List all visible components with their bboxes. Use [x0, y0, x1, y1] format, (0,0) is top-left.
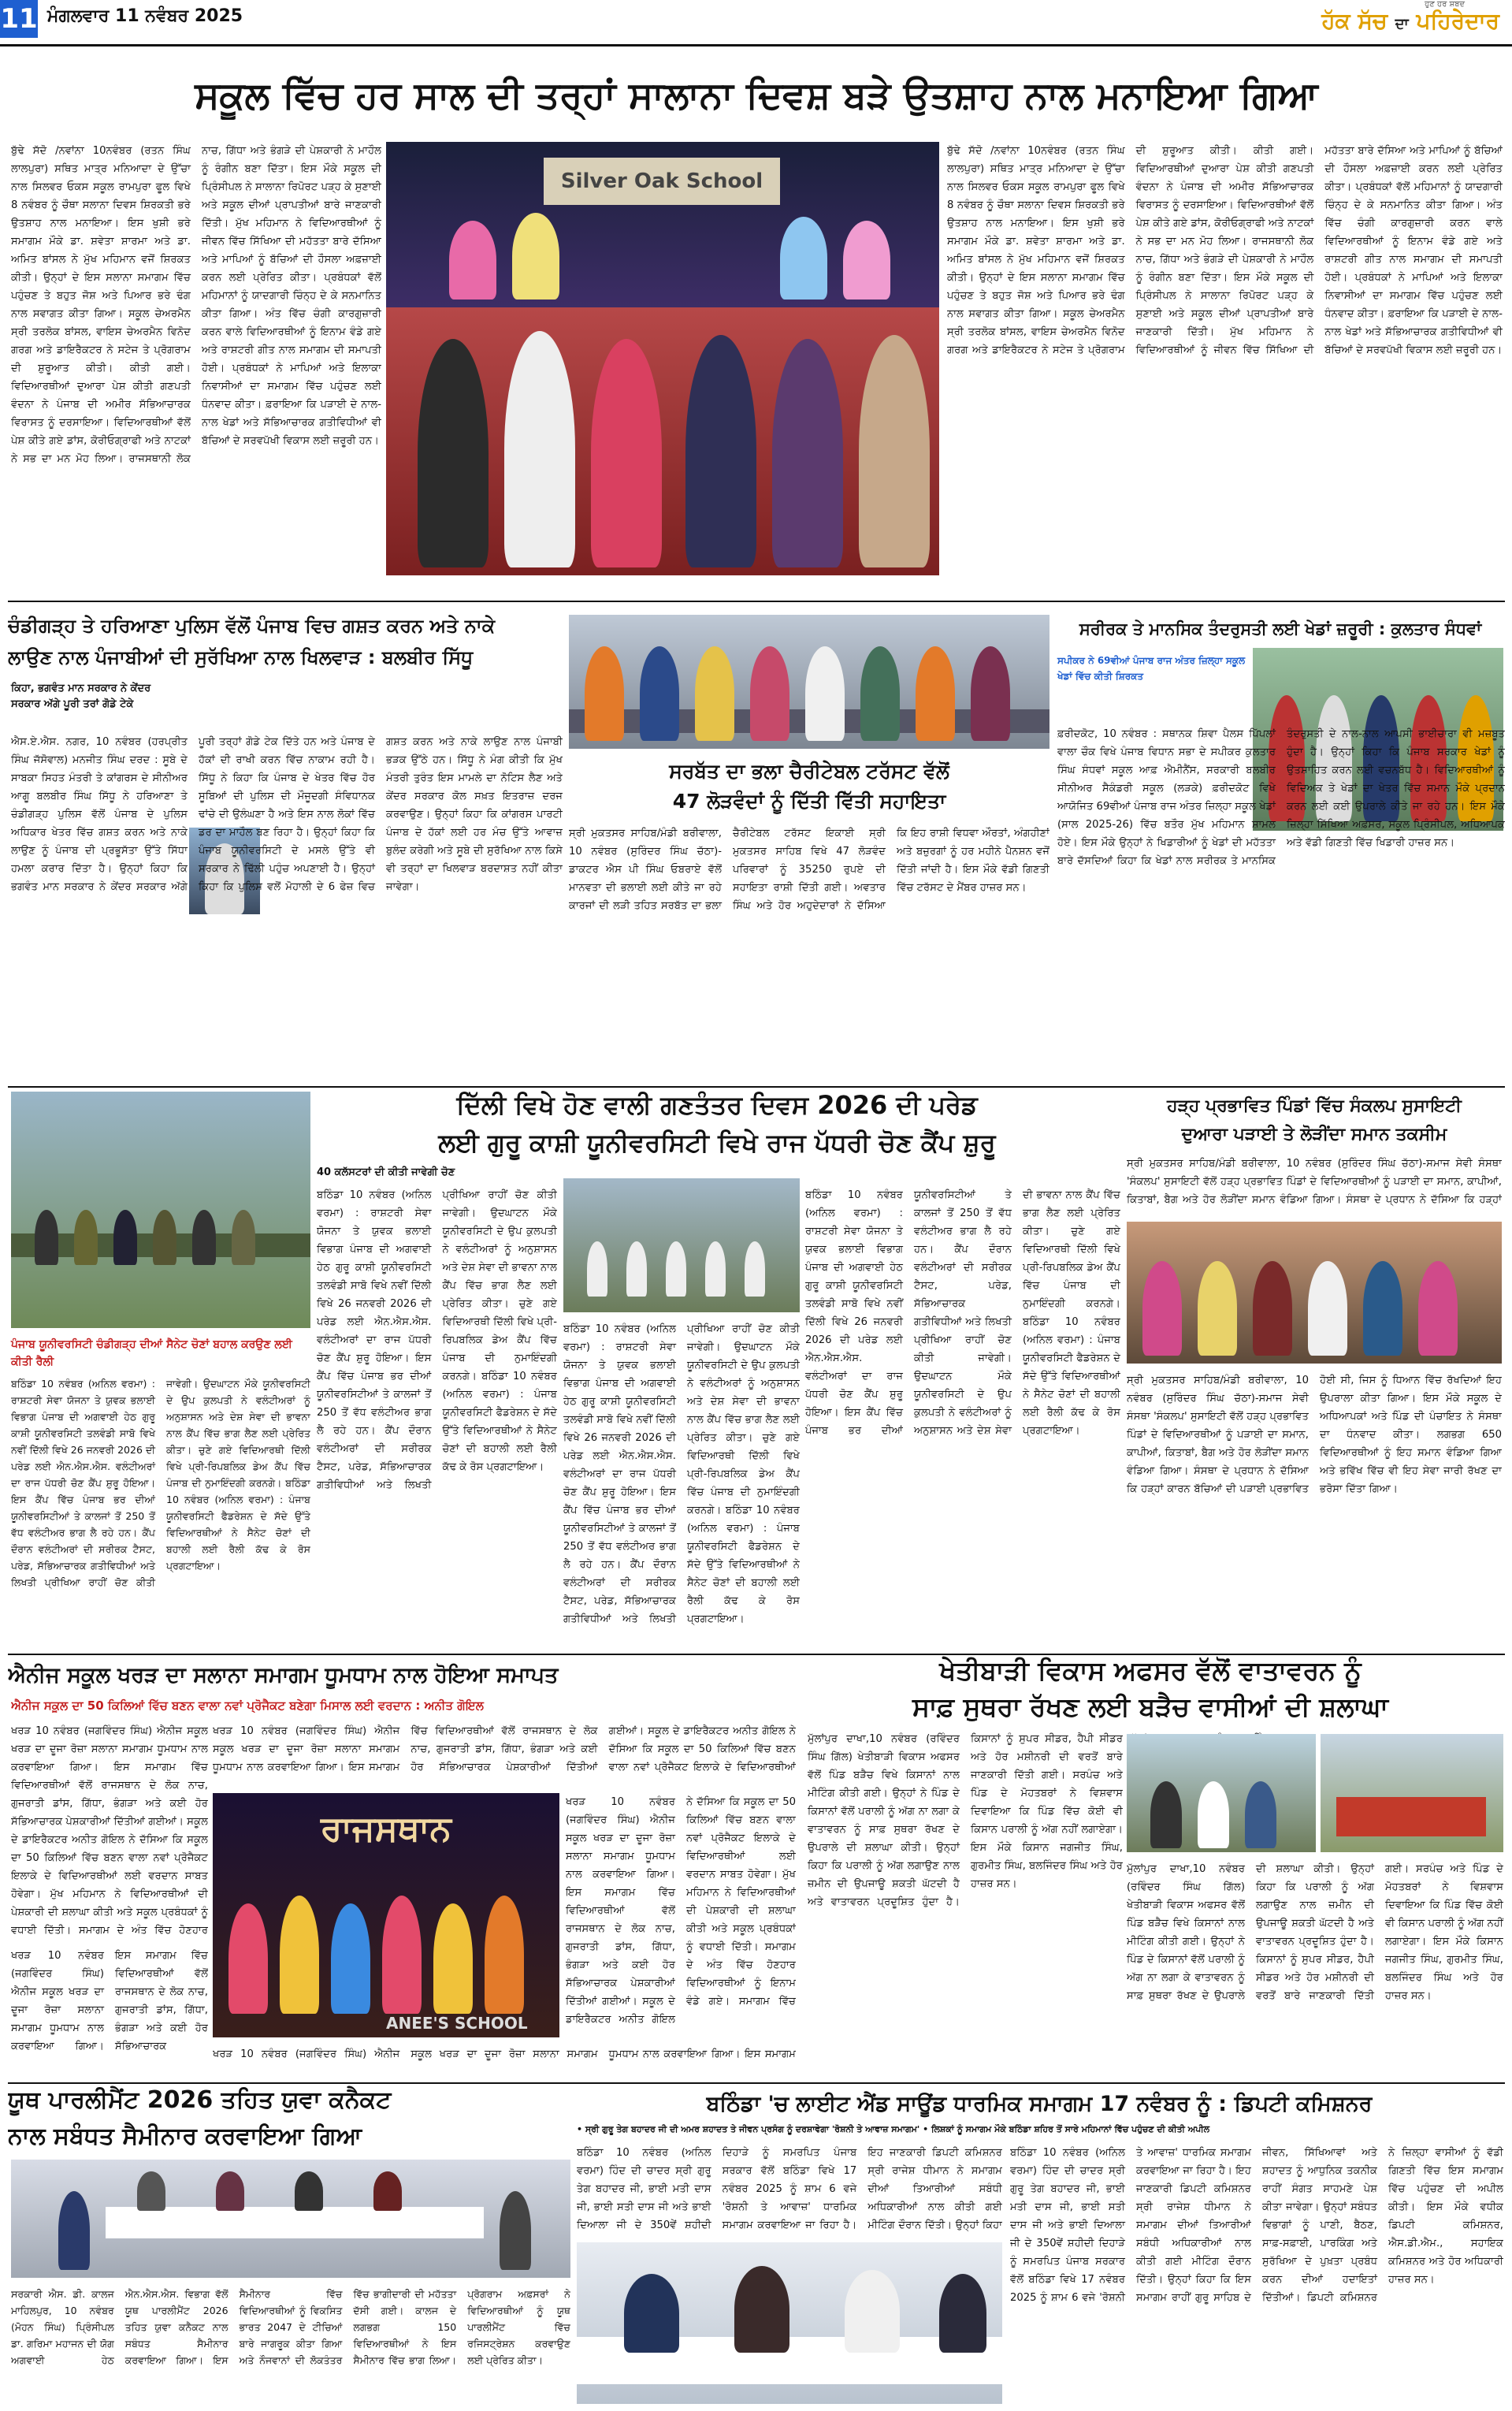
stage-backdrop-text: ਰਾਜਸਥਾਨ: [321, 1809, 451, 1849]
story4-headline: ਸਰੀਰਕ ਤੇ ਮਾਨਸਿਕ ਤੰਦਰੁਸਤੀ ਲਈ ਖੇਡਾਂ ਜ਼ਰੂਰੀ : ਕੁਲਤਾਰ ਸੰਧਵਾਂ: [1079, 619, 1482, 638]
story5-rally-photo: [11, 1092, 310, 1328]
brand-part-3: ਪਹਿਰੇਦਾਰ: [1416, 8, 1499, 34]
story3-photo: [569, 615, 1049, 749]
story6-photo: [1127, 1222, 1502, 1364]
story10-kicker: • ਸ੍ਰੀ ਗੁਰੂ ਤੇਗ ਬਹਾਦਰ ਜੀ ਦੀ ਅਮਰ ਸ਼ਹਾਦਤ ਤੇ ਜੀਵਨ ਪ੍ਰਸੰਗ ਨੂੰ ਦਰਸ਼ਾਵੇਗਾ 'ਰੋਸ਼ਨੀ ਤੇ ਆਵਾਜ਼ ਸਮਾਗਮ' • ਲਿਸ਼ਕਾਂ ਨੂੰ ਸਮਾਗਮ ਮੌਕੇ ਬਠਿੰਡਾ ਸ਼ਹਿਰ ਤੋਂ ਸਾਰੇ ਮਹਿਮਾਨਾਂ ਵਿੱਚ ਪਹੁੰਚਣ ਦੀ ਕੀਤੀ ਅਪੀਲ: [577, 2124, 1210, 2134]
issue-date: ਮੰਗਲਵਾਰ 11 ਨਵੰਬਰ 2025: [47, 6, 243, 26]
story8-photo-1: [1127, 1734, 1316, 1852]
story8-photo-2: [1321, 1734, 1503, 1852]
story1-body-right: ਬੁੱਢੇ ਸੱਦੋ /ਨਵਾਂਨਾ 10ਨਵੰਬਰ (ਰਤਨ ਸਿੰਘ ਲਾਲਪੁਰਾ) ਸਥਿਤ ਮਾਤ੍ਰ ਮਨਿਆਦਾ ਦੇ ਉੱਚਾ ਨਾਲ ਸਿਲਵਰ ਓਕਸ ਸਕੂਲ ਰਾਮਪੁਰਾ ਫੂਲ ਵਿਖੇ 8 ਨਵੰਬਰ ਨੂੰ ਚੌਥਾ ਸਲਾਨਾ ਦਿਵਸ ਸ਼ਿਰਕਤੀ ਭਰੇ ਉਤਸ਼ਾਹ ਨਾਲ ਮਨਾਇਆ। ਇਸ ਖੁਸ਼ੀ ਭਰੇ ਸਮਾਗਮ ਮੌਕੇ ਡਾ. ਸ਼ਵੇਤਾ ਸ਼ਾਰਮਾ ਅਤੇ ਡਾ. ਅਮਿਤ ਬਾਂਸਲ ਨੇ ਮੁੱਖ ਮਹਿਮਾਨ ਵਜੋਂ ਸ਼ਿਰਕਤ ਕੀਤੀ। ਉਨ੍ਹਾਂ ਦੇ ਇਸ ਸਲਾਨਾ ਸਮਾਗਮ ਵਿੱਚ ਪਹੁੰਚਣ ਤੇ ਬਹੁਤ ਜੋਸ਼ ਅਤੇ ਪਿਆਰ ਭਰੇ ਢੰਗ ਨਾਲ ਸਵਾਗਤ ਕੀਤਾ ਗਿਆ। ਸਕੂਲ ਚੇਅਰਮੈਨ ਸ੍ਰੀ ਤਰਲੋਕ ਬਾਂਸਲ, ਵਾਇਸ ਚੇਅਰਮੈਨ ਵਿਨੋਦ ਗਰਗ ਅਤੇ ਡਾਇਰੈਕਟਰ ਨੇ ਸਟੇਜ ਤੇ ਪ੍ਰੋਗਰਾਮ ਦੀ ਸ਼ੁਰੂਆਤ ਕੀਤੀ। ਕੀਤੀ ਗਈ। ਵਿਦਿਆਰਥੀਆਂ ਦੁਆਰਾ ਪੇਸ਼ ਕੀਤੀ ਗਣਪਤੀ ਵੰਦਨਾ ਨੇ ਪੰਜਾਬ ਦੀ ਅਮੀਰ ਸੱਭਿਆਚਾਰਕ ਵਿਰਾਸਤ ਨੂੰ ਦਰਸਾਇਆ। ਵਿਦਿਆਰਥੀਆਂ ਵੱਲੋਂ ਪੇਸ਼ ਕੀਤੇ ਗਏ ਡਾਂਸ, ਕੋਰੀਓਗ੍ਰਾਫੀ ਅਤੇ ਨਾਟਕਾਂ ਨੇ ਸਭ ਦਾ ਮਨ ਮੋਹ ਲਿਆ। ਰਾਜਸਥਾਨੀ ਲੋਕ ਨਾਚ, ਗਿੱਧਾ ਅਤੇ ਭੰਗੜੇ ਦੀ ਪੇਸ਼ਕਾਰੀ ਨੇ ਮਾਹੌਲ ਨੂੰ ਰੰਗੀਨ ਬਣਾ ਦਿੱਤਾ। ਇਸ ਮੌਕੇ ਸਕੂਲ ਦੀ ਪ੍ਰਿੰਸੀਪਲ ਨੇ ਸਾਲਾਨਾ ਰਿਪੋਰਟ ਪੜ੍ਹ ਕੇ ਸੁਣਾਈ ਅਤੇ ਸਕੂਲ ਦੀਆਂ ਪ੍ਰਾਪਤੀਆਂ ਬਾਰੇ ਜਾਣਕਾਰੀ ਦਿੱਤੀ। ਮੁੱਖ ਮਹਿਮਾਨ ਨੇ ਵਿਦਿਆਰਥੀਆਂ ਨੂੰ ਜੀਵਨ ਵਿੱਚ ਸਿੱਖਿਆ ਦੀ ਮਹੱਤਤਾ ਬਾਰੇ ਦੱਸਿਆ ਅਤੇ ਮਾਪਿਆਂ ਨੂੰ ਬੱਚਿਆਂ ਦੀ ਹੌਸਲਾ ਅਫ਼ਜ਼ਾਈ ਕਰਨ ਲਈ ਪ੍ਰੇਰਿਤ ਕੀਤਾ। ਪ੍ਰਬੰਧਕਾਂ ਵੱਲੋਂ ਮਹਿਮਾਨਾਂ ਨੂੰ ਯਾਦਗਾਰੀ ਚਿੰਨ੍ਹ ਦੇ ਕੇ ਸਨਮਾਨਿਤ ਕੀਤਾ ਗਿਆ। ਅੰਤ ਵਿੱਚ ਚੰਗੀ ਕਾਰਗੁਜ਼ਾਰੀ ਕਰਨ ਵਾਲੇ ਵਿਦਿਆਰਥੀਆਂ ਨੂੰ ਇਨਾਮ ਵੰਡੇ ਗਏ ਅਤੇ ਰਾਸ਼ਟਰੀ ਗੀਤ ਨਾਲ ਸਮਾਗਮ ਦੀ ਸਮਾਪਤੀ ਹੋਈ। ਪ੍ਰਬੰਧਕਾਂ ਨੇ ਮਾਪਿਆਂ ਅਤੇ ਇਲਾਕਾ ਨਿਵਾਸੀਆਂ ਦਾ ਸਮਾਗਮ ਵਿੱਚ ਪਹੁੰਚਣ ਲਈ ਧੰਨਵਾਦ ਕੀਤਾ। ਫ਼ਰਾਇਆ ਕਿ ਪੜਾਈ ਦੇ ਨਾਲ-ਨਾਲ ਖੇਡਾਂ ਅਤੇ ਸੱਭਿਆਚਾਰਕ ਗਤੀਵਿਧੀਆਂ ਵੀ ਬੱਚਿਆਂ ਦੇ ਸਰਵਪੱਖੀ ਵਿਕਾਸ ਲਈ ਜ਼ਰੂਰੀ ਹਨ।: [947, 145, 1503, 356]
story4-kicker: ਸਪੀਕਰ ਨੇ 69ਵੀਆਂ ਪੰਜਾਬ ਰਾਜ ਅੰਤਰ ਜ਼ਿਲ੍ਹਾ ਸਕੂਲ ਖੇਡਾਂ ਵਿੱਚ ਕੀਤੀ ਸ਼ਿਰਕਤ: [1057, 655, 1246, 682]
story5-rally-body: ਬਠਿੰਡਾ 10 ਨਵੰਬਰ (ਅਨਿਲ ਵਰਮਾ) : ਰਾਸ਼ਟਰੀ ਸੇਵਾ ਯੋਜਨਾ ਤੇ ਯੁਵਕ ਭਲਾਈ ਵਿਭਾਗ ਪੰਜਾਬ ਦੀ ਅਗਵਾਈ ਹੇਠ ਗੁਰੂ ਕਾਸ਼ੀ ਯੂਨੀਵਰਸਿਟੀ ਤਲਵੰਡੀ ਸਾਬੋ ਵਿਖੇ ਨਵੀਂ ਦਿੱਲੀ ਵਿਖੇ 26 ਜਨਵਰੀ 2026 ਦੀ ਪਰੇਡ ਲਈ ਐਨ.ਐਸ.ਐਸ. ਵਲੰਟੀਅਰਾਂ ਦਾ ਰਾਜ ਪੱਧਰੀ ਚੋਣ ਕੈਂਪ ਸ਼ੁਰੂ ਹੋਇਆ। ਇਸ ਕੈਂਪ ਵਿੱਚ ਪੰਜਾਬ ਭਰ ਦੀਆਂ ਯੂਨੀਵਰਸਿਟੀਆਂ ਤੇ ਕਾਲਜਾਂ ਤੋਂ 250 ਤੋਂ ਵੱਧ ਵਲੰਟੀਅਰ ਭਾਗ ਲੈ ਰਹੇ ਹਨ। ਕੈਂਪ ਦੌਰਾਨ ਵਲੰਟੀਅਰਾਂ ਦੀ ਸਰੀਰਕ ਟੈਸਟ, ਪਰੇਡ, ਸੱਭਿਆਚਾਰਕ ਗਤੀਵਿਧੀਆਂ ਅਤੇ ਲਿਖਤੀ ਪ੍ਰੀਖਿਆ ਰਾਹੀਂ ਚੋਣ ਕੀਤੀ ਜਾਵੇਗੀ। ਉਦਘਾਟਨ ਮੌਕੇ ਯੂਨੀਵਰਸਿਟੀ ਦੇ ਉਪ ਕੁਲਪਤੀ ਨੇ ਵਲੰਟੀਅਰਾਂ ਨੂੰ ਅਨੁਸ਼ਾਸਨ ਅਤੇ ਦੇਸ਼ ਸੇਵਾ ਦੀ ਭਾਵਨਾ ਨਾਲ ਕੈਂਪ ਵਿੱਚ ਭਾਗ ਲੈਣ ਲਈ ਪ੍ਰੇਰਿਤ ਕੀਤਾ। ਚੁਣੇ ਗਏ ਵਿਦਿਆਰਥੀ ਦਿੱਲੀ ਵਿਖੇ ਪ੍ਰੀ-ਰਿਪਬਲਿਕ ਡੇਅ ਕੈਂਪ ਵਿੱਚ ਪੰਜਾਬ ਦੀ ਨੁਮਾਇੰਦਗੀ ਕਰਨਗੇ। ਬਠਿੰਡਾ 10 ਨਵੰਬਰ (ਅਨਿਲ ਵਰਮਾ) : ਪੰਜਾਬ ਯੂਨੀਵਰਸਿਟੀ ਫੈਡਰੇਸ਼ਨ ਦੇ ਸੱਦੇ ਉੱਤੇ ਵਿਦਿਆਰਥੀਆਂ ਨੇ ਸੈਨੇਟ ਚੋਣਾਂ ਦੀ ਬਹਾਲੀ ਲਈ ਰੈਲੀ ਕੱਢ ਕੇ ਰੋਸ ਪ੍ਰਗਟਾਇਆ।: [11, 1378, 310, 1588]
story2-body: ਐਸ.ਏ.ਐਸ. ਨਗਰ, 10 ਨਵੰਬਰ (ਹਰਪ੍ਰੀਤ ਸਿੰਘ ਜੱਸੋਵਾਲ) ਮਨਜੀਤ ਸਿੰਘ ਦਰਦ : ਸੂਬੇ ਦੇ ਸਾਬਕਾ ਸਿਹਤ ਮੰਤਰੀ ਤੇ ਕਾਂਗਰਸ ਦੇ ਸੀਨੀਅਰ ਆਗੂ ਬਲਬੀਰ ਸਿੰਘ ਸਿੱਧੂ ਨੇ ਹਰਿਆਣਾ ਤੇ ਚੰਡੀਗੜ੍ਹ ਪੁਲਿਸ ਵੱਲੋਂ ਪੰਜਾਬ ਦੇ ਪੁਲਿਸ ਅਧਿਕਾਰ ਖੇਤਰ ਵਿੱਚ ਗਸ਼ਤ ਕਰਨ ਅਤੇ ਨਾਕੇ ਲਾਉਣ ਨੂੰ ਪੰਜਾਬ ਦੀ ਪ੍ਰਭੂਸੱਤਾ ਉੱਤੇ ਸਿੱਧਾ ਹਮਲਾ ਕਰਾਰ ਦਿੱਤਾ ਹੈ। ਉਨ੍ਹਾਂ ਕਿਹਾ ਕਿ ਭਗਵੰਤ ਮਾਨ ਸਰਕਾਰ ਨੇ ਕੇਂਦਰ ਸਰਕਾਰ ਅੱਗੇ ਪੂਰੀ ਤਰ੍ਹਾਂ ਗੋਡੇ ਟੇਕ ਦਿੱਤੇ ਹਨ ਅਤੇ ਪੰਜਾਬ ਦੇ ਹੱਕਾਂ ਦੀ ਰਾਖੀ ਕਰਨ ਵਿੱਚ ਨਾਕਾਮ ਰਹੀ ਹੈ। ਸਿੱਧੂ ਨੇ ਕਿਹਾ ਕਿ ਪੰਜਾਬ ਦੇ ਖੇਤਰ ਵਿੱਚ ਹੋਰ ਸੂਬਿਆਂ ਦੀ ਪੁਲਿਸ ਦੀ ਮੌਜੂਦਗੀ ਸੰਵਿਧਾਨਕ ਢਾਂਚੇ ਦੀ ਉਲੰਘਣਾ ਹੈ ਅਤੇ ਇਸ ਨਾਲ ਲੋਕਾਂ ਵਿੱਚ ਡਰ ਦਾ ਮਾਹੌਲ ਬਣ ਰਿਹਾ ਹੈ। ਉਨ੍ਹਾਂ ਕਿਹਾ ਕਿ ਪੰਜਾਬ ਯੂਨੀਵਰਸਿਟੀ ਦੇ ਮਸਲੇ ਉੱਤੇ ਵੀ ਸਰਕਾਰ ਨੇ ਢਿੱਲੀ ਪਹੁੰਚ ਅਪਣਾਈ ਹੈ। ਉਨ੍ਹਾਂ ਕਿਹਾ ਕਿ ਪੁਲਿਸ ਵਲੋਂ ਮੋਹਾਲੀ ਦੇ 6 ਫੇਜ਼ ਵਿਚ ਗਸ਼ਤ ਕਰਨ ਅਤੇ ਨਾਕੇ ਲਾਉਣ ਨਾਲ ਪੰਜਾਬੀ ਭੜਕ ਉੱਠੇ ਹਨ। ਸਿੱਧੂ ਨੇ ਮੰਗ ਕੀਤੀ ਕਿ ਮੁੱਖ ਮੰਤਰੀ ਤੁਰੰਤ ਇਸ ਮਾਮਲੇ ਦਾ ਨੋਟਿਸ ਲੈਣ ਅਤੇ ਕੇਂਦਰ ਸਰਕਾਰ ਕੋਲ ਸਖ਼ਤ ਇਤਰਾਜ਼ ਦਰਜ ਕਰਵਾਉਣ। ਉਨ੍ਹਾਂ ਕਿਹਾ ਕਿ ਕਾਂਗਰਸ ਪਾਰਟੀ ਪੰਜਾਬ ਦੇ ਹੱਕਾਂ ਲਈ ਹਰ ਮੰਚ ਉੱਤੇ ਆਵਾਜ਼ ਬੁਲੰਦ ਕਰੇਗੀ ਅਤੇ ਸੂਬੇ ਦੀ ਸੁਰੱਖਿਆ ਨਾਲ ਕਿਸੇ ਵੀ ਤਰ੍ਹਾਂ ਦਾ ਖਿਲਵਾੜ ਬਰਦਾਸ਼ਤ ਨਹੀਂ ਕੀਤਾ ਜਾਵੇਗਾ।: [11, 736, 563, 893]
brand-part-2: ਦਾ: [1395, 16, 1409, 32]
page-number: 11: [0, 3, 38, 35]
brand-logo: [1321, 8, 1499, 35]
story7-kicker: ਐਨੀਜ ਸਕੂਲ ਦਾ 50 ਕਿਲਿਆਂ ਵਿੱਚ ਬਣਨ ਵਾਲਾ ਨਵਾਂ ਪ੍ਰੋਜੈਕਟ ਬਣੇਗਾ ਮਿਸਾਲ ਲਈ ਵਰਦਾਨ : ਅਨੀਤ ਗੋਇਲ: [11, 1698, 484, 1713]
story3-headline-1: ਸਰਬੱਤ ਦਾ ਭਲਾ ਚੈਰੀਟੇਬਲ ਟਰੱਸਟ ਵੱਲੋਂ: [669, 760, 949, 783]
story5-caption: ਪੰਜਾਬ ਯੂਨੀਵਰਸਿਟੀ ਚੰਡੀਗੜ੍ਹ ਦੀਆਂ ਸੈਨੇਟ ਚੋਣਾਂ ਬਹਾਲ ਕਰਉਣ ਲਈ ਕੀਤੀ ਰੈਲੀ: [11, 1338, 292, 1368]
story5-body-b: ਬਠਿੰਡਾ 10 ਨਵੰਬਰ (ਅਨਿਲ ਵਰਮਾ) : ਰਾਸ਼ਟਰੀ ਸੇਵਾ ਯੋਜਨਾ ਤੇ ਯੁਵਕ ਭਲਾਈ ਵਿਭਾਗ ਪੰਜਾਬ ਦੀ ਅਗਵਾਈ ਹੇਠ ਗੁਰੂ ਕਾਸ਼ੀ ਯੂਨੀਵਰਸਿਟੀ ਤਲਵੰਡੀ ਸਾਬੋ ਵਿਖੇ ਨਵੀਂ ਦਿੱਲੀ ਵਿਖੇ 26 ਜਨਵਰੀ 2026 ਦੀ ਪਰੇਡ ਲਈ ਐਨ.ਐਸ.ਐਸ. ਵਲੰਟੀਅਰਾਂ ਦਾ ਰਾਜ ਪੱਧਰੀ ਚੋਣ ਕੈਂਪ ਸ਼ੁਰੂ ਹੋਇਆ। ਇਸ ਕੈਂਪ ਵਿੱਚ ਪੰਜਾਬ ਭਰ ਦੀਆਂ ਯੂਨੀਵਰਸਿਟੀਆਂ ਤੇ ਕਾਲਜਾਂ ਤੋਂ 250 ਤੋਂ ਵੱਧ ਵਲੰਟੀਅਰ ਭਾਗ ਲੈ ਰਹੇ ਹਨ। ਕੈਂਪ ਦੌਰਾਨ ਵਲੰਟੀਅਰਾਂ ਦੀ ਸਰੀਰਕ ਟੈਸਟ, ਪਰੇਡ, ਸੱਭਿਆਚਾਰਕ ਗਤੀਵਿਧੀਆਂ ਅਤੇ ਲਿਖਤੀ ਪ੍ਰੀਖਿਆ ਰਾਹੀਂ ਚੋਣ ਕੀਤੀ ਜਾਵੇਗੀ। ਉਦਘਾਟਨ ਮੌਕੇ ਯੂਨੀਵਰਸਿਟੀ ਦੇ ਉਪ ਕੁਲਪਤੀ ਨੇ ਵਲੰਟੀਅਰਾਂ ਨੂੰ ਅਨੁਸ਼ਾਸਨ ਅਤੇ ਦੇਸ਼ ਸੇਵਾ ਦੀ ਭਾਵਨਾ ਨਾਲ ਕੈਂਪ ਵਿੱਚ ਭਾਗ ਲੈਣ ਲਈ ਪ੍ਰੇਰਿਤ ਕੀਤਾ। ਚੁਣੇ ਗਏ ਵਿਦਿਆਰਥੀ ਦਿੱਲੀ ਵਿਖੇ ਪ੍ਰੀ-ਰਿਪਬਲਿਕ ਡੇਅ ਕੈਂਪ ਵਿੱਚ ਪੰਜਾਬ ਦੀ ਨੁਮਾਇੰਦਗੀ ਕਰਨਗੇ। ਬਠਿੰਡਾ 10 ਨਵੰਬਰ (ਅਨਿਲ ਵਰਮਾ) : ਪੰਜਾਬ ਯੂਨੀਵਰਸਿਟੀ ਫੈਡਰੇਸ਼ਨ ਦੇ ਸੱਦੇ ਉੱਤੇ ਵਿਦਿਆਰਥੀਆਂ ਨੇ ਸੈਨੇਟ ਚੋਣਾਂ ਦੀ ਬਹਾਲੀ ਲਈ ਰੈਲੀ ਕੱਢ ਕੇ ਰੋਸ ਪ੍ਰਗਟਾਇਆ।: [563, 1323, 800, 1625]
story7-photo: [213, 1793, 559, 2037]
story6-headline-2: ਦੁਆਰਾ ਪੜਾਈ ਤੇ ਲੋੜੀਂਦਾ ਸਮਾਨ ਤਕਸੀਮ: [1181, 1125, 1447, 1144]
story10-body-a: ਬਠਿੰਡਾ 10 ਨਵੰਬਰ (ਅਨਿਲ ਵਰਮਾ) ਹਿੰਦ ਦੀ ਚਾਦਰ ਸ੍ਰੀ ਗੁਰੂ ਤੇਗ ਬਹਾਦਰ ਜੀ, ਭਾਈ ਮਤੀ ਦਾਸ ਜੀ, ਭਾਈ ਸਤੀ ਦਾਸ ਜੀ ਅਤੇ ਭਾਈ ਦਿਆਲਾ ਜੀ ਦੇ 350ਵੇਂ ਸ਼ਹੀਦੀ ਦਿਹਾੜੇ ਨੂੰ ਸਮਰਪਿਤ ਪੰਜਾਬ ਸਰਕਾਰ ਵੱਲੋਂ ਬਠਿੰਡਾ ਵਿਖੇ 17 ਨਵੰਬਰ 2025 ਨੂੰ ਸ਼ਾਮ 6 ਵਜੇ 'ਰੋਸ਼ਨੀ ਤੇ ਆਵਾਜ਼' ਧਾਰਮਿਕ ਸਮਾਗਮ ਕਰਵਾਇਆ ਜਾ ਰਿਹਾ ਹੈ। ਇਹ ਜਾਣਕਾਰੀ ਡਿਪਟੀ ਕਮਿਸ਼ਨਰ ਸ੍ਰੀ ਰਾਜੇਸ਼ ਧੀਮਾਨ ਨੇ ਸਮਾਗਮ ਦੀਆਂ ਤਿਆਰੀਆਂ ਸਬੰਧੀ ਅਧਿਕਾਰੀਆਂ ਨਾਲ ਕੀਤੀ ਗਈ ਮੀਟਿੰਗ ਦੌਰਾਨ ਦਿੱਤੀ। ਉਨ੍ਹਾਂ ਕਿਹਾ: [577, 2147, 1002, 2231]
story7-body-a: ਖਰੜ 10 ਨਵੰਬਰ (ਜਗਵਿੰਦਰ ਸਿੰਘ) ਐਨੀਜ ਸਕੂਲ ਖਰੜ ਦਾ ਦੂਜਾ ਰੋਜ਼ਾ ਸਲਾਨਾ ਸਮਾਗਮ ਧੂਮਧਾਮ ਨਾਲ ਕਰਵਾਇਆ ਗਿਆ। ਇਸ ਸਮਾਗਮ ਵਿੱਚ ਵਿਦਿਆਰਥੀਆਂ ਵੱਲੋਂ ਰਾਜਸਥਾਨ ਦੇ ਲੋਕ ਨਾਚ, ਗੁਜਰਾਤੀ ਡਾਂਸ, ਗਿੱਧਾ, ਭੰਗੜਾ ਅਤੇ ਕਈ ਹੋਰ ਸੱਭਿਆਚਾਰਕ ਪੇਸ਼ਕਾਰੀਆਂ ਦਿੱਤੀਆਂ ਗਈਆਂ। ਸਕੂਲ ਦੇ ਡਾਇਰੈਕਟਰ ਅਨੀਤ ਗੋਇਲ ਨੇ ਦੱਸਿਆ ਕਿ ਸਕੂਲ ਦਾ 50 ਕਿਲਿਆਂ ਵਿੱਚ ਬਣਨ ਵਾਲਾ ਨਵਾਂ ਪ੍ਰੋਜੈਕਟ ਇਲਾਕੇ ਦੇ ਵਿਦਿਆਰਥੀਆਂ ਲਈ ਵਰਦਾਨ ਸਾਬਤ ਹੋਵੇਗਾ। ਮੁੱਖ ਮਹਿਮਾਨ ਨੇ ਵਿਦਿਆਰਥੀਆਂ ਦੀ ਪੇਸ਼ਕਾਰੀ ਦੀ ਸ਼ਲਾਘਾ ਕੀਤੀ ਅਤੇ ਸਕੂਲ ਪ੍ਰਬੰਧਕਾਂ ਨੂੰ ਵਧਾਈ ਦਿੱਤੀ। ਸਮਾਗਮ ਦੇ ਅੰਤ ਵਿੱਚ ਹੋਣਹਾਰ: [11, 1725, 208, 1937]
story7-body-d: ਖਰੜ 10 ਨਵੰਬਰ (ਜਗਵਿੰਦਰ ਸਿੰਘ) ਐਨੀਜ ਸਕੂਲ ਖਰੜ ਦਾ ਦੂਜਾ ਰੋਜ਼ਾ ਸਲਾਨਾ ਸਮਾਗਮ ਧੂਮਧਾਮ ਨਾਲ ਕਰਵਾਇਆ ਗਿਆ। ਇਸ ਸਮਾਗਮ ਵਿੱਚ ਵਿਦਿਆਰਥੀਆਂ ਵੱਲੋਂ ਰਾਜਸਥਾਨ ਦੇ ਲੋਕ ਨਾਚ, ਗੁਜਰਾਤੀ ਡਾਂਸ, ਗਿੱਧਾ, ਭੰਗੜਾ ਅਤੇ ਕਈ ਹੋਰ ਸੱਭਿਆਚਾਰਕ: [11, 1950, 208, 2052]
divider: [8, 601, 1505, 602]
story5-body-a: ਬਠਿੰਡਾ 10 ਨਵੰਬਰ (ਅਨਿਲ ਵਰਮਾ) : ਰਾਸ਼ਟਰੀ ਸੇਵਾ ਯੋਜਨਾ ਤੇ ਯੁਵਕ ਭਲਾਈ ਵਿਭਾਗ ਪੰਜਾਬ ਦੀ ਅਗਵਾਈ ਹੇਠ ਗੁਰੂ ਕਾਸ਼ੀ ਯੂਨੀਵਰਸਿਟੀ ਤਲਵੰਡੀ ਸਾਬੋ ਵਿਖੇ ਨਵੀਂ ਦਿੱਲੀ ਵਿਖੇ 26 ਜਨਵਰੀ 2026 ਦੀ ਪਰੇਡ ਲਈ ਐਨ.ਐਸ.ਐਸ. ਵਲੰਟੀਅਰਾਂ ਦਾ ਰਾਜ ਪੱਧਰੀ ਚੋਣ ਕੈਂਪ ਸ਼ੁਰੂ ਹੋਇਆ। ਇਸ ਕੈਂਪ ਵਿੱਚ ਪੰਜਾਬ ਭਰ ਦੀਆਂ ਯੂਨੀਵਰਸਿਟੀਆਂ ਤੇ ਕਾਲਜਾਂ ਤੋਂ 250 ਤੋਂ ਵੱਧ ਵਲੰਟੀਅਰ ਭਾਗ ਲੈ ਰਹੇ ਹਨ। ਕੈਂਪ ਦੌਰਾਨ ਵਲੰਟੀਅਰਾਂ ਦੀ ਸਰੀਰਕ ਟੈਸਟ, ਪਰੇਡ, ਸੱਭਿਆਚਾਰਕ ਗਤੀਵਿਧੀਆਂ ਅਤੇ ਲਿਖਤੀ ਪ੍ਰੀਖਿਆ ਰਾਹੀਂ ਚੋਣ ਕੀਤੀ ਜਾਵੇਗੀ। ਉਦਘਾਟਨ ਮੌਕੇ ਯੂਨੀਵਰਸਿਟੀ ਦੇ ਉਪ ਕੁਲਪਤੀ ਨੇ ਵਲੰਟੀਅਰਾਂ ਨੂੰ ਅਨੁਸ਼ਾਸਨ ਅਤੇ ਦੇਸ਼ ਸੇਵਾ ਦੀ ਭਾਵਨਾ ਨਾਲ ਕੈਂਪ ਵਿੱਚ ਭਾਗ ਲੈਣ ਲਈ ਪ੍ਰੇਰਿਤ ਕੀਤਾ। ਚੁਣੇ ਗਏ ਵਿਦਿਆਰਥੀ ਦਿੱਲੀ ਵਿਖੇ ਪ੍ਰੀ-ਰਿਪਬਲਿਕ ਡੇਅ ਕੈਂਪ ਵਿੱਚ ਪੰਜਾਬ ਦੀ ਨੁਮਾਇੰਦਗੀ ਕਰਨਗੇ। ਬਠਿੰਡਾ 10 ਨਵੰਬਰ (ਅਨਿਲ ਵਰਮਾ) : ਪੰਜਾਬ ਯੂਨੀਵਰਸਿਟੀ ਫੈਡਰੇਸ਼ਨ ਦੇ ਸੱਦੇ ਉੱਤੇ ਵਿਦਿਆਰਥੀਆਂ ਨੇ ਸੈਨੇਟ ਚੋਣਾਂ ਦੀ ਬਹਾਲੀ ਲਈ ਰੈਲੀ ਕੱਢ ਕੇ ਰੋਸ ਪ੍ਰਗਟਾਇਆ।: [317, 1189, 557, 1491]
story9-headline-2: ਨਾਲ ਸਬੰਧਤ ਸੈਮੀਨਾਰ ਕਰਵਾਇਆ ਗਿਆ: [8, 2123, 362, 2150]
masthead: [0, 0, 1512, 46]
story2-headline-2: ਲਾਉਣ ਨਾਲ ਪੰਜਾਬੀਆਂ ਦੀ ਸੁਰੱਖਿਆ ਨਾਲ ਖਿਲਵਾੜ : ਬਲਬੀਰ ਸਿੱਧੂ: [8, 646, 474, 668]
story5-headline-2: ਲਈ ਗੁਰੂ ਕਾਸ਼ੀ ਯੂਨੀਵਰਸਿਟੀ ਵਿਖੇ ਰਾਜ ਪੱਧਰੀ ਚੋਣ ਕੈਂਪ ਸ਼ੁਰੂ: [438, 1128, 996, 1158]
story1-photo: [386, 142, 939, 575]
story5-kicker: 40 ਕਲੱਸਟਰਾਂ ਦੀ ਕੀਤੀ ਜਾਵੇਗੀ ਚੋਣ: [317, 1166, 455, 1178]
story1-body-left: ਬੁੱਢੇ ਸੱਦੋ /ਨਵਾਂਨਾ 10ਨਵੰਬਰ (ਰਤਨ ਸਿੰਘ ਲਾਲਪੁਰਾ) ਸਥਿਤ ਮਾਤ੍ਰ ਮਨਿਆਦਾ ਦੇ ਉੱਚਾ ਨਾਲ ਸਿਲਵਰ ਓਕਸ ਸਕੂਲ ਰਾਮਪੁਰਾ ਫੂਲ ਵਿਖੇ 8 ਨਵੰਬਰ ਨੂੰ ਚੌਥਾ ਸਲਾਨਾ ਦਿਵਸ ਸ਼ਿਰਕਤੀ ਭਰੇ ਉਤਸ਼ਾਹ ਨਾਲ ਮਨਾਇਆ। ਇਸ ਖੁਸ਼ੀ ਭਰੇ ਸਮਾਗਮ ਮੌਕੇ ਡਾ. ਸ਼ਵੇਤਾ ਸ਼ਾਰਮਾ ਅਤੇ ਡਾ. ਅਮਿਤ ਬਾਂਸਲ ਨੇ ਮੁੱਖ ਮਹਿਮਾਨ ਵਜੋਂ ਸ਼ਿਰਕਤ ਕੀਤੀ। ਉਨ੍ਹਾਂ ਦੇ ਇਸ ਸਲਾਨਾ ਸਮਾਗਮ ਵਿੱਚ ਪਹੁੰਚਣ ਤੇ ਬਹੁਤ ਜੋਸ਼ ਅਤੇ ਪਿਆਰ ਭਰੇ ਢੰਗ ਨਾਲ ਸਵਾਗਤ ਕੀਤਾ ਗਿਆ। ਸਕੂਲ ਚੇਅਰਮੈਨ ਸ੍ਰੀ ਤਰਲੋਕ ਬਾਂਸਲ, ਵਾਇਸ ਚੇਅਰਮੈਨ ਵਿਨੋਦ ਗਰਗ ਅਤੇ ਡਾਇਰੈਕਟਰ ਨੇ ਸਟੇਜ ਤੇ ਪ੍ਰੋਗਰਾਮ ਦੀ ਸ਼ੁਰੂਆਤ ਕੀਤੀ। ਕੀਤੀ ਗਈ। ਵਿਦਿਆਰਥੀਆਂ ਦੁਆਰਾ ਪੇਸ਼ ਕੀਤੀ ਗਣਪਤੀ ਵੰਦਨਾ ਨੇ ਪੰਜਾਬ ਦੀ ਅਮੀਰ ਸੱਭਿਆਚਾਰਕ ਵਿਰਾਸਤ ਨੂੰ ਦਰਸਾਇਆ। ਵਿਦਿਆਰਥੀਆਂ ਵੱਲੋਂ ਪੇਸ਼ ਕੀਤੇ ਗਏ ਡਾਂਸ, ਕੋਰੀਓਗ੍ਰਾਫੀ ਅਤੇ ਨਾਟਕਾਂ ਨੇ ਸਭ ਦਾ ਮਨ ਮੋਹ ਲਿਆ। ਰਾਜਸਥਾਨੀ ਲੋਕ ਨਾਚ, ਗਿੱਧਾ ਅਤੇ ਭੰਗੜੇ ਦੀ ਪੇਸ਼ਕਾਰੀ ਨੇ ਮਾਹੌਲ ਨੂੰ ਰੰਗੀਨ ਬਣਾ ਦਿੱਤਾ। ਇਸ ਮੌਕੇ ਸਕੂਲ ਦੀ ਪ੍ਰਿੰਸੀਪਲ ਨੇ ਸਾਲਾਨਾ ਰਿਪੋਰਟ ਪੜ੍ਹ ਕੇ ਸੁਣਾਈ ਅਤੇ ਸਕੂਲ ਦੀਆਂ ਪ੍ਰਾਪਤੀਆਂ ਬਾਰੇ ਜਾਣਕਾਰੀ ਦਿੱਤੀ। ਮੁੱਖ ਮਹਿਮਾਨ ਨੇ ਵਿਦਿਆਰਥੀਆਂ ਨੂੰ ਜੀਵਨ ਵਿੱਚ ਸਿੱਖਿਆ ਦੀ ਮਹੱਤਤਾ ਬਾਰੇ ਦੱਸਿਆ ਅਤੇ ਮਾਪਿਆਂ ਨੂੰ ਬੱਚਿਆਂ ਦੀ ਹੌਸਲਾ ਅਫ਼ਜ਼ਾਈ ਕਰਨ ਲਈ ਪ੍ਰੇਰਿਤ ਕੀਤਾ। ਪ੍ਰਬੰਧਕਾਂ ਵੱਲੋਂ ਮਹਿਮਾਨਾਂ ਨੂੰ ਯਾਦਗਾਰੀ ਚਿੰਨ੍ਹ ਦੇ ਕੇ ਸਨਮਾਨਿਤ ਕੀਤਾ ਗਿਆ। ਅੰਤ ਵਿੱਚ ਚੰਗੀ ਕਾਰਗੁਜ਼ਾਰੀ ਕਰਨ ਵਾਲੇ ਵਿਦਿਆਰਥੀਆਂ ਨੂੰ ਇਨਾਮ ਵੰਡੇ ਗਏ ਅਤੇ ਰਾਸ਼ਟਰੀ ਗੀਤ ਨਾਲ ਸਮਾਗਮ ਦੀ ਸਮਾਪਤੀ ਹੋਈ। ਪ੍ਰਬੰਧਕਾਂ ਨੇ ਮਾਪਿਆਂ ਅਤੇ ਇਲਾਕਾ ਨਿਵਾਸੀਆਂ ਦਾ ਸਮਾਗਮ ਵਿੱਚ ਪਹੁੰਚਣ ਲਈ ਧੰਨਵਾਦ ਕੀਤਾ। ਫ਼ਰਾਇਆ ਕਿ ਪੜਾਈ ਦੇ ਨਾਲ-ਨਾਲ ਖੇਡਾਂ ਅਤੇ ਸੱਭਿਆਚਾਰਕ ਗਤੀਵਿਧੀਆਂ ਵੀ ਬੱਚਿਆਂ ਦੇ ਸਰਵਪੱਖੀ ਵਿਕਾਸ ਲਈ ਜ਼ਰੂਰੀ ਹਨ।: [11, 145, 381, 465]
story6-headline-1: ਹੜ੍ਹ ਪ੍ਰਭਾਵਿਤ ਪਿੰਡਾਂ ਵਿੱਚ ਸੰਕਲਪ ਸੁਸਾਇਟੀ: [1167, 1096, 1462, 1116]
stage-floor-text: ANEE'S SCHOOL: [386, 2014, 528, 2033]
story4-body: ਫ਼ਰੀਦਕੋਟ, 10 ਨਵੰਬਰ : ਸਥਾਨਕ ਸ਼ਿਵਾ ਪੈਲਸ ਪਿੱਪਲਾਂ ਵਾਲਾ ਚੌਕ ਵਿਖੇ ਪੰਜਾਬ ਵਿਧਾਨ ਸਭਾ ਦੇ ਸਪੀਕਰ ਕੁਲਤਾਰ ਸਿੰਘ ਸੰਧਵਾਂ ਸਕੂਲ ਆਫ਼ ਐਮੀਨੈਂਸ, ਸਰਕਾਰੀ ਬਲਬੀਰ ਸੀਨੀਅਰ ਸੈਕੰਡਰੀ ਸਕੂਲ (ਲੜਕੇ) ਫ਼ਰੀਦਕੋਟ ਵਿਖੇ ਆਯੋਜਿਤ 69ਵੀਆਂ ਪੰਜਾਬ ਰਾਜ ਅੰਤਰ ਜ਼ਿਲ੍ਹਾ ਸਕੂਲ ਖੇਡਾਂ (ਸਾਲ 2025-26) ਵਿੱਚ ਬਤੌਰ ਮੁੱਖ ਮਹਿਮਾਨ ਸ਼ਾਮਲ ਹੋਏ। ਇਸ ਮੌਕੇ ਉਨ੍ਹਾਂ ਨੇ ਖਿਡਾਰੀਆਂ ਨੂੰ ਖੇਡਾਂ ਦੀ ਮਹੱਤਤਾ ਬਾਰੇ ਦੱਸਦਿਆਂ ਕਿਹਾ ਕਿ ਖੇਡਾਂ ਨਾਲ ਸਰੀਰਕ ਤੇ ਮਾਨਸਿਕ ਤੰਦਰੁਸਤੀ ਦੇ ਨਾਲ-ਨਾਲ ਆਪਸੀ ਭਾਈਚਾਰਾ ਵੀ ਮਜ਼ਬੂਤ ਹੁੰਦਾ ਹੈ। ਉਨ੍ਹਾਂ ਕਿਹਾ ਕਿ ਪੰਜਾਬ ਸਰਕਾਰ ਖੇਡਾਂ ਨੂੰ ਉਤਸ਼ਾਹਿਤ ਕਰਨ ਲਈ ਵਚਨਬੱਧ ਹੈ। ਵਿਦਿਆਰਥੀਆਂ ਨੂੰ ਵਿਦਿਅਕ ਤੇ ਖੇਡਾਂ ਦਾ ਖੇਤਰ ਵਿੱਚ ਸਮਾਨ ਮੌਕੇ ਪ੍ਰਦਾਨ ਕਰਨ ਲਈ ਕਈ ਉਪਰਾਲੇ ਕੀਤੇ ਜਾ ਰਹੇ ਹਨ। ਇਸ ਮੌਕੇ ਜ਼ਿਲ੍ਹਾ ਸਿੱਖਿਆ ਅਫ਼ਸਰ, ਸਕੂਲ ਪ੍ਰਿੰਸੀਪਲ, ਅਧਿਆਪਕ ਅਤੇ ਵੱਡੀ ਗਿਣਤੀ ਵਿੱਚ ਖਿਡਾਰੀ ਹਾਜ਼ਰ ਸਨ।: [1057, 728, 1505, 867]
brand-tagline: ਹੁਣ ਹਰ ਸ਼ਬਦ: [1425, 0, 1465, 9]
story5-body-c: ਬਠਿੰਡਾ 10 ਨਵੰਬਰ (ਅਨਿਲ ਵਰਮਾ) : ਰਾਸ਼ਟਰੀ ਸੇਵਾ ਯੋਜਨਾ ਤੇ ਯੁਵਕ ਭਲਾਈ ਵਿਭਾਗ ਪੰਜਾਬ ਦੀ ਅਗਵਾਈ ਹੇਠ ਗੁਰੂ ਕਾਸ਼ੀ ਯੂਨੀਵਰਸਿਟੀ ਤਲਵੰਡੀ ਸਾਬੋ ਵਿਖੇ ਨਵੀਂ ਦਿੱਲੀ ਵਿਖੇ 26 ਜਨਵਰੀ 2026 ਦੀ ਪਰੇਡ ਲਈ ਐਨ.ਐਸ.ਐਸ. ਵਲੰਟੀਅਰਾਂ ਦਾ ਰਾਜ ਪੱਧਰੀ ਚੋਣ ਕੈਂਪ ਸ਼ੁਰੂ ਹੋਇਆ। ਇਸ ਕੈਂਪ ਵਿੱਚ ਪੰਜਾਬ ਭਰ ਦੀਆਂ ਯੂਨੀਵਰਸਿਟੀਆਂ ਤੇ ਕਾਲਜਾਂ ਤੋਂ 250 ਤੋਂ ਵੱਧ ਵਲੰਟੀਅਰ ਭਾਗ ਲੈ ਰਹੇ ਹਨ। ਕੈਂਪ ਦੌਰਾਨ ਵਲੰਟੀਅਰਾਂ ਦੀ ਸਰੀਰਕ ਟੈਸਟ, ਪਰੇਡ, ਸੱਭਿਆਚਾਰਕ ਗਤੀਵਿਧੀਆਂ ਅਤੇ ਲਿਖਤੀ ਪ੍ਰੀਖਿਆ ਰਾਹੀਂ ਚੋਣ ਕੀਤੀ ਜਾਵੇਗੀ। ਉਦਘਾਟਨ ਮੌਕੇ ਯੂਨੀਵਰਸਿਟੀ ਦੇ ਉਪ ਕੁਲਪਤੀ ਨੇ ਵਲੰਟੀਅਰਾਂ ਨੂੰ ਅਨੁਸ਼ਾਸਨ ਅਤੇ ਦੇਸ਼ ਸੇਵਾ ਦੀ ਭਾਵਨਾ ਨਾਲ ਕੈਂਪ ਵਿੱਚ ਭਾਗ ਲੈਣ ਲਈ ਪ੍ਰੇਰਿਤ ਕੀਤਾ। ਚੁਣੇ ਗਏ ਵਿਦਿਆਰਥੀ ਦਿੱਲੀ ਵਿਖੇ ਪ੍ਰੀ-ਰਿਪਬਲਿਕ ਡੇਅ ਕੈਂਪ ਵਿੱਚ ਪੰਜਾਬ ਦੀ ਨੁਮਾਇੰਦਗੀ ਕਰਨਗੇ। ਬਠਿੰਡਾ 10 ਨਵੰਬਰ (ਅਨਿਲ ਵਰਮਾ) : ਪੰਜਾਬ ਯੂਨੀਵਰਸਿਟੀ ਫੈਡਰੇਸ਼ਨ ਦੇ ਸੱਦੇ ਉੱਤੇ ਵਿਦਿਆਰਥੀਆਂ ਨੇ ਸੈਨੇਟ ਚੋਣਾਂ ਦੀ ਬਹਾਲੀ ਲਈ ਰੈਲੀ ਕੱਢ ਕੇ ਰੋਸ ਪ੍ਰਗਟਾਇਆ।: [805, 1189, 1120, 1437]
story6-body: ਸ੍ਰੀ ਮੁਕਤਸਰ ਸਾਹਿਬ/ਮੰਡੀ ਬਰੀਵਾਲਾ, 10 ਨਵੰਬਰ (ਸੁਰਿੰਦਰ ਸਿੰਘ ਚੱਠਾ)-ਸਮਾਜ ਸੇਵੀ ਸੰਸਥਾ 'ਸੰਕਲਪ' ਸੁਸਾਇਟੀ ਵੱਲੋਂ ਹੜ੍ਹ ਪ੍ਰਭਾਵਿਤ ਪਿੰਡਾਂ ਦੇ ਵਿਦਿਆਰਥੀਆਂ ਨੂੰ ਪੜਾਈ ਦਾ ਸਮਾਨ, ਕਾਪੀਆਂ, ਕਿਤਾਬਾਂ, ਬੈਗ ਅਤੇ ਹੋਰ ਲੋੜੀਂਦਾ ਸਮਾਨ ਵੰਡਿਆ ਗਿਆ। ਸੰਸਥਾ ਦੇ ਪ੍ਰਧਾਨ ਨੇ ਦੱਸਿਆ ਕਿ ਹੜ੍ਹਾਂ ਕਾਰਨ ਬੱਚਿਆਂ ਦੀ ਪੜਾਈ ਪ੍ਰਭਾਵਿਤ ਹੋਈ ਸੀ, ਜਿਸ ਨੂੰ ਧਿਆਨ ਵਿੱਚ ਰੱਖਦਿਆਂ ਇਹ ਉਪਰਾਲਾ ਕੀਤਾ ਗਿਆ। ਇਸ ਮੌਕੇ ਸਕੂਲ ਦੇ ਅਧਿਆਪਕਾਂ ਅਤੇ ਪਿੰਡ ਦੀ ਪੰਚਾਇਤ ਨੇ ਸੰਸਥਾ ਦਾ ਧੰਨਵਾਦ ਕੀਤਾ। ਲਗਭਗ 650 ਵਿਦਿਆਰਥੀਆਂ ਨੂੰ ਇਹ ਸਮਾਨ ਵੰਡਿਆ ਗਿਆ ਅਤੇ ਭਵਿੱਖ ਵਿੱਚ ਵੀ ਇਹ ਸੇਵਾ ਜਾਰੀ ਰੱਖਣ ਦਾ ਭਰੋਸਾ ਦਿੱਤਾ ਗਿਆ।: [1127, 1375, 1502, 1495]
stage-banner: Silver Oak School: [544, 158, 780, 205]
story9-headline-1: ਯੂਥ ਪਾਰਲੀਮੈਂਟ 2026 ਤਹਿਤ ਯੁਵਾ ਕਨੈਕਟ: [8, 2086, 392, 2114]
story7-body-c: ਖਰੜ 10 ਨਵੰਬਰ (ਜਗਵਿੰਦਰ ਸਿੰਘ) ਐਨੀਜ ਸਕੂਲ ਖਰੜ ਦਾ ਦੂਜਾ ਰੋਜ਼ਾ ਸਲਾਨਾ ਸਮਾਗਮ ਧੂਮਧਾਮ ਨਾਲ ਕਰਵਾਇਆ ਗਿਆ। ਇਸ ਸਮਾਗਮ ਵਿੱਚ ਵਿਦਿਆਰਥੀਆਂ ਵੱਲੋਂ ਰਾਜਸਥਾਨ ਦੇ ਲੋਕ ਨਾਚ, ਗੁਜਰਾਤੀ ਡਾਂਸ, ਗਿੱਧਾ, ਭੰਗੜਾ ਅਤੇ ਕਈ ਹੋਰ ਸੱਭਿਆਚਾਰਕ ਪੇਸ਼ਕਾਰੀਆਂ ਦਿੱਤੀਆਂ ਗਈਆਂ। ਸਕੂਲ ਦੇ ਡਾਇਰੈਕਟਰ ਅਨੀਤ ਗੋਇਲ ਨੇ ਦੱਸਿਆ ਕਿ ਸਕੂਲ ਦਾ 50 ਕਿਲਿਆਂ ਵਿੱਚ ਬਣਨ ਵਾਲਾ ਨਵਾਂ ਪ੍ਰੋਜੈਕਟ ਇਲਾਕੇ ਦੇ ਵਿਦਿਆਰਥੀਆਂ ਲਈ ਵਰਦਾਨ ਸਾਬਤ ਹੋਵੇਗਾ। ਮੁੱਖ ਮਹਿਮਾਨ ਨੇ ਵਿਦਿਆਰਥੀਆਂ ਦੀ ਪੇਸ਼ਕਾਰੀ ਦੀ ਸ਼ਲਾਘਾ ਕੀਤੀ ਅਤੇ ਸਕੂਲ ਪ੍ਰਬੰਧਕਾਂ ਨੂੰ ਵਧਾਈ ਦਿੱਤੀ। ਸਮਾਗਮ ਦੇ ਅੰਤ ਵਿੱਚ ਹੋਣਹਾਰ ਵਿਦਿਆਰਥੀਆਂ ਨੂੰ ਇਨਾਮ ਵੰਡੇ ਗਏ। ਸਮਾਗਮ ਵਿੱਚ: [566, 1796, 796, 2026]
story10-headline: ਬਠਿੰਡਾ 'ਚ ਲਾਈਟ ਐਂਡ ਸਾਊਂਡ ਧਾਰਮਿਕ ਸਮਾਗਮ 17 ਨਵੰਬਰ ਨੂੰ : ਡਿਪਟੀ ਕਮਿਸ਼ਨਰ: [706, 2092, 1373, 2116]
story7-headline: ਐਨੀਜ ਸਕੂਲ ਖਰੜ ਦਾ ਸਲਾਨਾ ਸਮਾਗਮ ਧੂਮਧਾਮ ਨਾਲ ਹੋਇਆ ਸਮਾਪਤ: [8, 1663, 559, 1687]
story2-kicker: ਕਿਹਾ, ਭਗਵੰਤ ਮਾਨ ਸਰਕਾਰ ਨੇ ਕੇਂਦਰ ਸਰਕਾਰ ਅੱਗੇ ਪੂਰੀ ਤਰਾਂ ਗੋਡੇ ਟੇਕੇ: [11, 683, 151, 710]
story8-headline-1: ਖੇਤੀਬਾੜੀ ਵਿਕਾਸ ਅਫਸਰ ਵੱਲੋਂ ਵਾਤਾਵਰਨ ਨੂੰ: [939, 1655, 1362, 1686]
story8-body-a: ਮੁੱਲਾਂਪੁਰ ਦਾਖਾ,10 ਨਵੰਬਰ (ਰਵਿੰਦਰ ਸਿੰਘ ਗਿੱਲ) ਖੇਤੀਬਾੜੀ ਵਿਕਾਸ ਅਫਸਰ ਵੱਲੋਂ ਪਿੰਡ ਬੜੈਚ ਵਿਖੇ ਕਿਸਾਨਾਂ ਨਾਲ ਮੀਟਿੰਗ ਕੀਤੀ ਗਈ। ਉਨ੍ਹਾਂ ਨੇ ਪਿੰਡ ਦੇ ਕਿਸਾਨਾਂ ਵੱਲੋਂ ਪਰਾਲੀ ਨੂੰ ਅੱਗ ਨਾ ਲਗਾ ਕੇ ਵਾਤਾਵਰਨ ਨੂੰ ਸਾਫ਼ ਸੁਥਰਾ ਰੱਖਣ ਦੇ ਉਪਰਾਲੇ ਦੀ ਸ਼ਲਾਘਾ ਕੀਤੀ। ਉਨ੍ਹਾਂ ਕਿਹਾ ਕਿ ਪਰਾਲੀ ਨੂੰ ਅੱਗ ਲਗਾਉਣ ਨਾਲ ਜ਼ਮੀਨ ਦੀ ਉਪਜਾਊ ਸ਼ਕਤੀ ਘੱਟਦੀ ਹੈ ਅਤੇ ਵਾਤਾਵਰਨ ਪ੍ਰਦੂਸ਼ਿਤ ਹੁੰਦਾ ਹੈ। ਕਿਸਾਨਾਂ ਨੂੰ ਸੁਪਰ ਸੀਡਰ, ਹੈਪੀ ਸੀਡਰ ਅਤੇ ਹੋਰ ਮਸ਼ੀਨਰੀ ਦੀ ਵਰਤੋਂ ਬਾਰੇ ਜਾਣਕਾਰੀ ਦਿੱਤੀ ਗਈ। ਸਰਪੰਚ ਅਤੇ ਪਿੰਡ ਦੇ ਮੋਹਤਬਰਾਂ ਨੇ ਵਿਸ਼ਵਾਸ ਦਿਵਾਇਆ ਕਿ ਪਿੰਡ ਵਿੱਚ ਕੋਈ ਵੀ ਕਿਸਾਨ ਪਰਾਲੀ ਨੂੰ ਅੱਗ ਨਹੀਂ ਲਗਾਏਗਾ। ਇਸ ਮੌਕੇ ਕਿਸਾਨ ਜਗਜੀਤ ਸਿੰਘ, ਗੁਰਮੀਤ ਸਿੰਘ, ਬਲਜਿੰਦਰ ਸਿੰਘ ਅਤੇ ਹੋਰ ਹਾਜ਼ਰ ਸਨ।: [808, 1733, 1123, 1908]
story3-body: ਸ੍ਰੀ ਮੁਕਤਸਰ ਸਾਹਿਬ/ਮੰਡੀ ਬਰੀਵਾਲਾ, 10 ਨਵੰਬਰ (ਸੁਰਿੰਦਰ ਸਿੰਘ ਚੱਠਾ)-ਡਾਕਟਰ ਐਸ ਪੀ ਸਿੰਘ ਓਬਰਾਏ ਵੱਲੋਂ ਮਾਨਵਤਾ ਦੀ ਭਲਾਈ ਲਈ ਕੀਤੇ ਜਾ ਰਹੇ ਕਾਰਜਾਂ ਦੀ ਲੜੀ ਤਹਿਤ ਸਰਬੱਤ ਦਾ ਭਲਾ ਚੈਰੀਟੇਬਲ ਟਰੱਸਟ ਇਕਾਈ ਸ੍ਰੀ ਮੁਕਤਸਰ ਸਾਹਿਬ ਵਿਖੇ 47 ਲੋੜਵੰਦ ਪਰਿਵਾਰਾਂ ਨੂੰ 35250 ਰੁਪਏ ਦੀ ਸਹਾਇਤਾ ਰਾਸ਼ੀ ਦਿੱਤੀ ਗਈ। ਅਵਤਾਰ ਸਿੰਘ ਅਤੇ ਹੋਰ ਅਹੁਦੇਦਾਰਾਂ ਨੇ ਦੱਸਿਆ ਕਿ ਇਹ ਰਾਸ਼ੀ ਵਿਧਵਾ ਔਰਤਾਂ, ਅੰਗਹੀਣਾਂ ਅਤੇ ਬਜ਼ੁਰਗਾਂ ਨੂੰ ਹਰ ਮਹੀਨੇ ਪੈਨਸ਼ਨ ਵਜੋਂ ਦਿੱਤੀ ਜਾਂਦੀ ਹੈ। ਇਸ ਮੌਕੇ ਵੱਡੀ ਗਿਣਤੀ ਵਿੱਚ ਟਰੱਸਟ ਦੇ ਮੈਂਬਰ ਹਾਜ਼ਰ ਸਨ।: [569, 828, 1049, 912]
story10-photo: [577, 2242, 1002, 2404]
story9-body: ਸਰਕਾਰੀ ਐਸ. ਡੀ. ਕਾਲਜ ਮਾਹਿਲਪੁਰ, 10 ਨਵੰਬਰ (ਮੋਹਨ ਸਿੰਘ) ਪ੍ਰਿੰਸੀਪਲ ਡਾ. ਗਰਿਮਾ ਮਹਾਜਨ ਦੀ ਯੋਗ ਅਗਵਾਈ ਹੇਠ ਐਨ.ਐਸ.ਐਸ. ਵਿਭਾਗ ਵੱਲੋਂ ਯੂਥ ਪਾਰਲੀਮੈਂਟ 2026 ਤਹਿਤ ਯੁਵਾ ਕਨੈਕਟ ਨਾਲ ਸਬੰਧਤ ਸੈਮੀਨਾਰ ਕਰਵਾਇਆ ਗਿਆ। ਇਸ ਸੈਮੀਨਾਰ ਵਿੱਚ ਵਿਦਿਆਰਥੀਆਂ ਨੂੰ ਵਿਕਸਿਤ ਭਾਰਤ 2047 ਦੇ ਟੀਚਿਆਂ ਬਾਰੇ ਜਾਗਰੂਕ ਕੀਤਾ ਗਿਆ ਅਤੇ ਨੌਜਵਾਨਾਂ ਦੀ ਲੋਕਤੰਤਰ ਵਿੱਚ ਭਾਗੀਦਾਰੀ ਦੀ ਮਹੱਤਤਾ ਦੱਸੀ ਗਈ। ਕਾਲਜ ਦੇ ਲਗਭਗ 150 ਵਿਦਿਆਰਥੀਆਂ ਨੇ ਇਸ ਸੈਮੀਨਾਰ ਵਿੱਚ ਭਾਗ ਲਿਆ। ਪ੍ਰੋਗਰਾਮ ਅਫ਼ਸਰਾਂ ਨੇ ਵਿਦਿਆਰਥੀਆਂ ਨੂੰ ਯੂਥ ਪਾਰਲੀਮੈਂਟ ਵਿੱਚ ਰਜਿਸਟ੍ਰੇਸ਼ਨ ਕਰਵਾਉਣ ਲਈ ਪ੍ਰੇਰਿਤ ਕੀਤਾ।: [11, 2288, 570, 2366]
story6-body-top: ਸ੍ਰੀ ਮੁਕਤਸਰ ਸਾਹਿਬ/ਮੰਡੀ ਬਰੀਵਾਲਾ, 10 ਨਵੰਬਰ (ਸੁਰਿੰਦਰ ਸਿੰਘ ਚੱਠਾ)-ਸਮਾਜ ਸੇਵੀ ਸੰਸਥਾ 'ਸੰਕਲਪ' ਸੁਸਾਇਟੀ ਵੱਲੋਂ ਹੜ੍ਹ ਪ੍ਰਭਾਵਿਤ ਪਿੰਡਾਂ ਦੇ ਵਿਦਿਆਰਥੀਆਂ ਨੂੰ ਪੜਾਈ ਦਾ ਸਮਾਨ, ਕਾਪੀਆਂ, ਕਿਤਾਬਾਂ, ਬੈਗ ਅਤੇ ਹੋਰ ਲੋੜੀਂਦਾ ਸਮਾਨ ਵੰਡਿਆ ਗਿਆ। ਸੰਸਥਾ ਦੇ ਪ੍ਰਧਾਨ ਨੇ ਦੱਸਿਆ ਕਿ ਹੜ੍ਹਾਂ: [1127, 1158, 1502, 1206]
brand-part-1: ਹੱਕ ਸੱਚ: [1321, 8, 1388, 34]
story5-camp-photo: [563, 1178, 800, 1312]
story3-headline-2: 47 ਲੋੜਵੰਦਾਂ ਨੂੰ ਦਿੱਤੀ ਵਿੱਤੀ ਸਹਾਇਤਾ: [672, 790, 946, 813]
masthead-rule: [0, 44, 1512, 47]
story10-body-b: ਬਠਿੰਡਾ 10 ਨਵੰਬਰ (ਅਨਿਲ ਵਰਮਾ) ਹਿੰਦ ਦੀ ਚਾਦਰ ਸ੍ਰੀ ਗੁਰੂ ਤੇਗ ਬਹਾਦਰ ਜੀ, ਭਾਈ ਮਤੀ ਦਾਸ ਜੀ, ਭਾਈ ਸਤੀ ਦਾਸ ਜੀ ਅਤੇ ਭਾਈ ਦਿਆਲਾ ਜੀ ਦੇ 350ਵੇਂ ਸ਼ਹੀਦੀ ਦਿਹਾੜੇ ਨੂੰ ਸਮਰਪਿਤ ਪੰਜਾਬ ਸਰਕਾਰ ਵੱਲੋਂ ਬਠਿੰਡਾ ਵਿਖੇ 17 ਨਵੰਬਰ 2025 ਨੂੰ ਸ਼ਾਮ 6 ਵਜੇ 'ਰੋਸ਼ਨੀ ਤੇ ਆਵਾਜ਼' ਧਾਰਮਿਕ ਸਮਾਗਮ ਕਰਵਾਇਆ ਜਾ ਰਿਹਾ ਹੈ। ਇਹ ਜਾਣਕਾਰੀ ਡਿਪਟੀ ਕਮਿਸ਼ਨਰ ਸ੍ਰੀ ਰਾਜੇਸ਼ ਧੀਮਾਨ ਨੇ ਸਮਾਗਮ ਦੀਆਂ ਤਿਆਰੀਆਂ ਸਬੰਧੀ ਅਧਿਕਾਰੀਆਂ ਨਾਲ ਕੀਤੀ ਗਈ ਮੀਟਿੰਗ ਦੌਰਾਨ ਦਿੱਤੀ। ਉਨ੍ਹਾਂ ਕਿਹਾ ਕਿ ਇਸ ਸਮਾਗਮ ਰਾਹੀਂ ਗੁਰੂ ਸਾਹਿਬ ਦੇ ਜੀਵਨ, ਸਿੱਖਿਆਵਾਂ ਅਤੇ ਸ਼ਹਾਦਤ ਨੂੰ ਆਧੁਨਿਕ ਤਕਨੀਕ ਰਾਹੀਂ ਸੰਗਤ ਸਾਹਮਣੇ ਪੇਸ਼ ਕੀਤਾ ਜਾਵੇਗਾ। ਉਨ੍ਹਾਂ ਸਬੰਧਤ ਵਿਭਾਗਾਂ ਨੂੰ ਪਾਣੀ, ਬੈਠਣ, ਸਾਫ਼-ਸਫ਼ਾਈ, ਪਾਰਕਿੰਗ ਅਤੇ ਸੁਰੱਖਿਆ ਦੇ ਪੁਖ਼ਤਾ ਪ੍ਰਬੰਧ ਕਰਨ ਦੀਆਂ ਹਦਾਇਤਾਂ ਦਿੱਤੀਆਂ। ਡਿਪਟੀ ਕਮਿਸ਼ਨਰ ਨੇ ਜ਼ਿਲ੍ਹਾ ਵਾਸੀਆਂ ਨੂੰ ਵੱਡੀ ਗਿਣਤੀ ਵਿੱਚ ਇਸ ਸਮਾਗਮ ਵਿੱਚ ਪਹੁੰਚਣ ਦੀ ਅਪੀਲ ਕੀਤੀ। ਇਸ ਮੌਕੇ ਵਧੀਕ ਡਿਪਟੀ ਕਮਿਸ਼ਨਰ, ਐਸ.ਡੀ.ਐਮ., ਸਹਾਇਕ ਕਮਿਸ਼ਨਰ ਅਤੇ ਹੋਰ ਅਧਿਕਾਰੀ ਹਾਜ਼ਰ ਸਨ।: [1010, 2147, 1503, 2304]
story5-headline-1: ਦਿੱਲੀ ਵਿਖੇ ਹੋਣ ਵਾਲੀ ਗਣਤੰਤਰ ਦਿਵਸ 2026 ਦੀ ਪਰੇਡ: [456, 1090, 978, 1120]
story7-body-b: ਖਰੜ 10 ਨਵੰਬਰ (ਜਗਵਿੰਦਰ ਸਿੰਘ) ਐਨੀਜ ਸਕੂਲ ਖਰੜ ਦਾ ਦੂਜਾ ਰੋਜ਼ਾ ਸਲਾਨਾ ਸਮਾਗਮ ਧੂਮਧਾਮ ਨਾਲ ਕਰਵਾਇਆ ਗਿਆ। ਇਸ ਸਮਾਗਮ ਵਿੱਚ ਵਿਦਿਆਰਥੀਆਂ ਵੱਲੋਂ ਰਾਜਸਥਾਨ ਦੇ ਲੋਕ ਨਾਚ, ਗੁਜਰਾਤੀ ਡਾਂਸ, ਗਿੱਧਾ, ਭੰਗੜਾ ਅਤੇ ਕਈ ਹੋਰ ਸੱਭਿਆਚਾਰਕ ਪੇਸ਼ਕਾਰੀਆਂ ਦਿੱਤੀਆਂ ਗਈਆਂ। ਸਕੂਲ ਦੇ ਡਾਇਰੈਕਟਰ ਅਨੀਤ ਗੋਇਲ ਨੇ ਦੱਸਿਆ ਕਿ ਸਕੂਲ ਦਾ 50 ਕਿਲਿਆਂ ਵਿੱਚ ਬਣਨ ਵਾਲਾ ਨਵਾਂ ਪ੍ਰੋਜੈਕਟ ਇਲਾਕੇ ਦੇ ਵਿਦਿਆਰਥੀਆਂ: [213, 1725, 796, 1773]
story8-body-c: ਮੁੱਲਾਂਪੁਰ ਦਾਖਾ,10 ਨਵੰਬਰ (ਰਵਿੰਦਰ ਸਿੰਘ ਗਿੱਲ) ਖੇਤੀਬਾੜੀ ਵਿਕਾਸ ਅਫਸਰ ਵੱਲੋਂ ਪਿੰਡ ਬੜੈਚ ਵਿਖੇ ਕਿਸਾਨਾਂ ਨਾਲ ਮੀਟਿੰਗ ਕੀਤੀ ਗਈ। ਉਨ੍ਹਾਂ ਨੇ ਪਿੰਡ ਦੇ ਕਿਸਾਨਾਂ ਵੱਲੋਂ ਪਰਾਲੀ ਨੂੰ ਅੱਗ ਨਾ ਲਗਾ ਕੇ ਵਾਤਾਵਰਨ ਨੂੰ ਸਾਫ਼ ਸੁਥਰਾ ਰੱਖਣ ਦੇ ਉਪਰਾਲੇ ਦੀ ਸ਼ਲਾਘਾ ਕੀਤੀ। ਉਨ੍ਹਾਂ ਕਿਹਾ ਕਿ ਪਰਾਲੀ ਨੂੰ ਅੱਗ ਲਗਾਉਣ ਨਾਲ ਜ਼ਮੀਨ ਦੀ ਉਪਜਾਊ ਸ਼ਕਤੀ ਘੱਟਦੀ ਹੈ ਅਤੇ ਵਾਤਾਵਰਨ ਪ੍ਰਦੂਸ਼ਿਤ ਹੁੰਦਾ ਹੈ। ਕਿਸਾਨਾਂ ਨੂੰ ਸੁਪਰ ਸੀਡਰ, ਹੈਪੀ ਸੀਡਰ ਅਤੇ ਹੋਰ ਮਸ਼ੀਨਰੀ ਦੀ ਵਰਤੋਂ ਬਾਰੇ ਜਾਣਕਾਰੀ ਦਿੱਤੀ ਗਈ। ਸਰਪੰਚ ਅਤੇ ਪਿੰਡ ਦੇ ਮੋਹਤਬਰਾਂ ਨੇ ਵਿਸ਼ਵਾਸ ਦਿਵਾਇਆ ਕਿ ਪਿੰਡ ਵਿੱਚ ਕੋਈ ਵੀ ਕਿਸਾਨ ਪਰਾਲੀ ਨੂੰ ਅੱਗ ਨਹੀਂ ਲਗਾਏਗਾ। ਇਸ ਮੌਕੇ ਕਿਸਾਨ ਜਗਜੀਤ ਸਿੰਘ, ਗੁਰਮੀਤ ਸਿੰਘ, ਬਲਜਿੰਦਰ ਸਿੰਘ ਅਤੇ ਹੋਰ ਹਾਜ਼ਰ ਸਨ।: [1127, 1863, 1503, 2002]
story7-body-e: ਖਰੜ 10 ਨਵੰਬਰ (ਜਗਵਿੰਦਰ ਸਿੰਘ) ਐਨੀਜ ਸਕੂਲ ਖਰੜ ਦਾ ਦੂਜਾ ਰੋਜ਼ਾ ਸਲਾਨਾ ਸਮਾਗਮ ਧੂਮਧਾਮ ਨਾਲ ਕਰਵਾਇਆ ਗਿਆ। ਇਸ ਸਮਾਗਮ: [213, 2048, 796, 2060]
story9-photo: [11, 2160, 570, 2278]
story1-headline: ਸਕੂਲ ਵਿੱਚ ਹਰ ਸਾਲ ਦੀ ਤਰ੍ਹਾਂ ਸਾਲਾਨਾ ਦਿਵਸ਼ ਬੜੇ ਉਤਸ਼ਾਹ ਨਾਲ ਮਨਾਇਆ ਗਿਆ: [195, 74, 1318, 117]
story8-headline-2: ਸਾਫ਼ ਸੁਥਰਾ ਰੱਖਣ ਲਈ ਬੜੈਚ ਵਾਸੀਆਂ ਦੀ ਸ਼ਲਾਘਾ: [912, 1691, 1388, 1722]
story2-headline-1: ਚੰਡੀਗੜ੍ਹ ਤੇ ਹਰਿਆਣਾ ਪੁਲਿਸ ਵੱਲੋਂ ਪੰਜਾਬ ਵਿਚ ਗਸ਼ਤ ਕਰਨ ਅਤੇ ਨਾਕੇ: [8, 615, 496, 637]
